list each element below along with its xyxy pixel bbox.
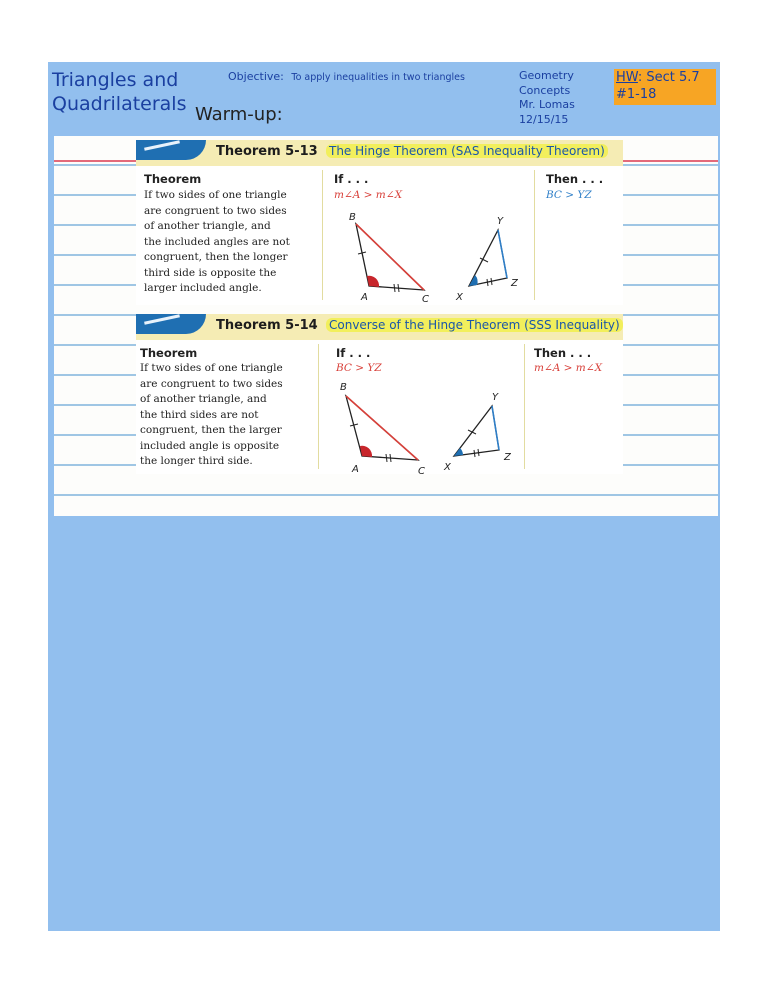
text-line: the third sides are not (140, 408, 259, 421)
text-line: If two sides of one triangle (140, 362, 283, 374)
objective (228, 70, 465, 83)
col-theorem: Theorem (140, 346, 198, 360)
theorem-5-13-panel (136, 140, 623, 305)
label-z: Z (504, 452, 511, 463)
col-if: If . . . (336, 346, 371, 360)
triangle-diagram (334, 374, 524, 474)
course-info (519, 69, 575, 127)
theorem-5-14-panel (136, 314, 623, 474)
theorem-text (144, 188, 314, 297)
label-z: Z (511, 278, 518, 289)
if-condition: BC > YZ (336, 362, 382, 374)
theorem-number: Theorem 5-13 (216, 144, 318, 159)
text-line: of another triangle, and (144, 220, 271, 232)
tick (487, 279, 488, 286)
tick (474, 450, 475, 457)
triangle-xyz (454, 406, 499, 456)
label-c: C (418, 466, 425, 474)
theorem-header-bar (136, 140, 623, 166)
tick (394, 284, 395, 292)
tick (398, 284, 399, 292)
if-condition: m∠A > m∠X (334, 189, 403, 201)
label-x: X (444, 462, 451, 473)
side-bc (346, 396, 418, 460)
course-line-2: Concepts (519, 83, 571, 97)
hw-problems: #1-18 (616, 87, 657, 102)
divider (534, 170, 535, 300)
tick (491, 278, 492, 285)
label-b: B (349, 212, 356, 223)
homework-box (614, 69, 716, 105)
theorem-name: The Hinge Theorem (SAS Inequality Theorem) (326, 144, 608, 158)
side-yz (492, 406, 499, 450)
teacher-name: Mr. Lomas (519, 98, 575, 111)
col-then: Then . . . (546, 172, 604, 186)
theorem-name: Converse of the Hinge Theorem (SSS Inequality) (326, 318, 623, 332)
side-yz (498, 230, 507, 278)
divider (524, 344, 525, 469)
side-bc (356, 224, 424, 290)
theorem-number: Theorem 5-14 (216, 318, 318, 333)
hw-section: : Sect 5.7 (637, 70, 700, 85)
label-c: C (422, 294, 429, 302)
title-line-2: Quadrilaterals (52, 93, 187, 115)
objective-label: Objective: (228, 70, 284, 83)
label-x: X (456, 292, 463, 302)
text-line: included angle is opposite (140, 439, 280, 452)
text-line: congruent, then the larger (140, 424, 282, 436)
title-line-1: Triangles and (52, 69, 179, 91)
warmup-image (54, 136, 718, 516)
label-b: B (340, 382, 347, 393)
text-line: larger included angle. (144, 282, 262, 294)
warmup-label: Warm-up: (195, 104, 283, 125)
theorem-header-bar (136, 314, 623, 340)
slide (48, 62, 720, 931)
slide-title (52, 68, 186, 116)
objective-text: To apply inequalities in two triangles (291, 72, 465, 83)
text-line: third side is opposite the (144, 266, 277, 279)
label-a: A (352, 464, 359, 474)
col-if: If . . . (334, 172, 369, 186)
tick (478, 449, 479, 456)
key-concept-tab (136, 314, 206, 334)
then-condition: BC > YZ (546, 189, 592, 201)
divider (318, 344, 319, 469)
then-condition: m∠A > m∠X (534, 362, 603, 374)
label-y: Y (497, 216, 504, 227)
tick (468, 430, 476, 434)
key-concept-tab (136, 140, 206, 160)
label-y: Y (492, 392, 499, 403)
date: 12/15/15 (519, 112, 569, 126)
divider (322, 170, 323, 300)
text-line: If two sides of one triangle (144, 189, 287, 201)
theorem-text (140, 361, 310, 470)
text-line: the longer third side. (140, 455, 253, 467)
text-line: the included angles are not (144, 235, 290, 248)
hw-label: HW (616, 70, 638, 85)
label-a: A (361, 292, 368, 302)
text-line: of another triangle, and (140, 393, 267, 405)
text-line: are congruent to two sides (140, 377, 283, 390)
tick (386, 454, 387, 462)
course-line-1: Geometry (519, 69, 574, 82)
text-line: are congruent to two sides (144, 204, 287, 217)
col-theorem: Theorem (144, 172, 202, 186)
tick (390, 454, 391, 462)
text-line: congruent, then the longer (144, 251, 288, 263)
col-then: Then . . . (534, 346, 592, 360)
triangle-diagram (334, 202, 524, 302)
